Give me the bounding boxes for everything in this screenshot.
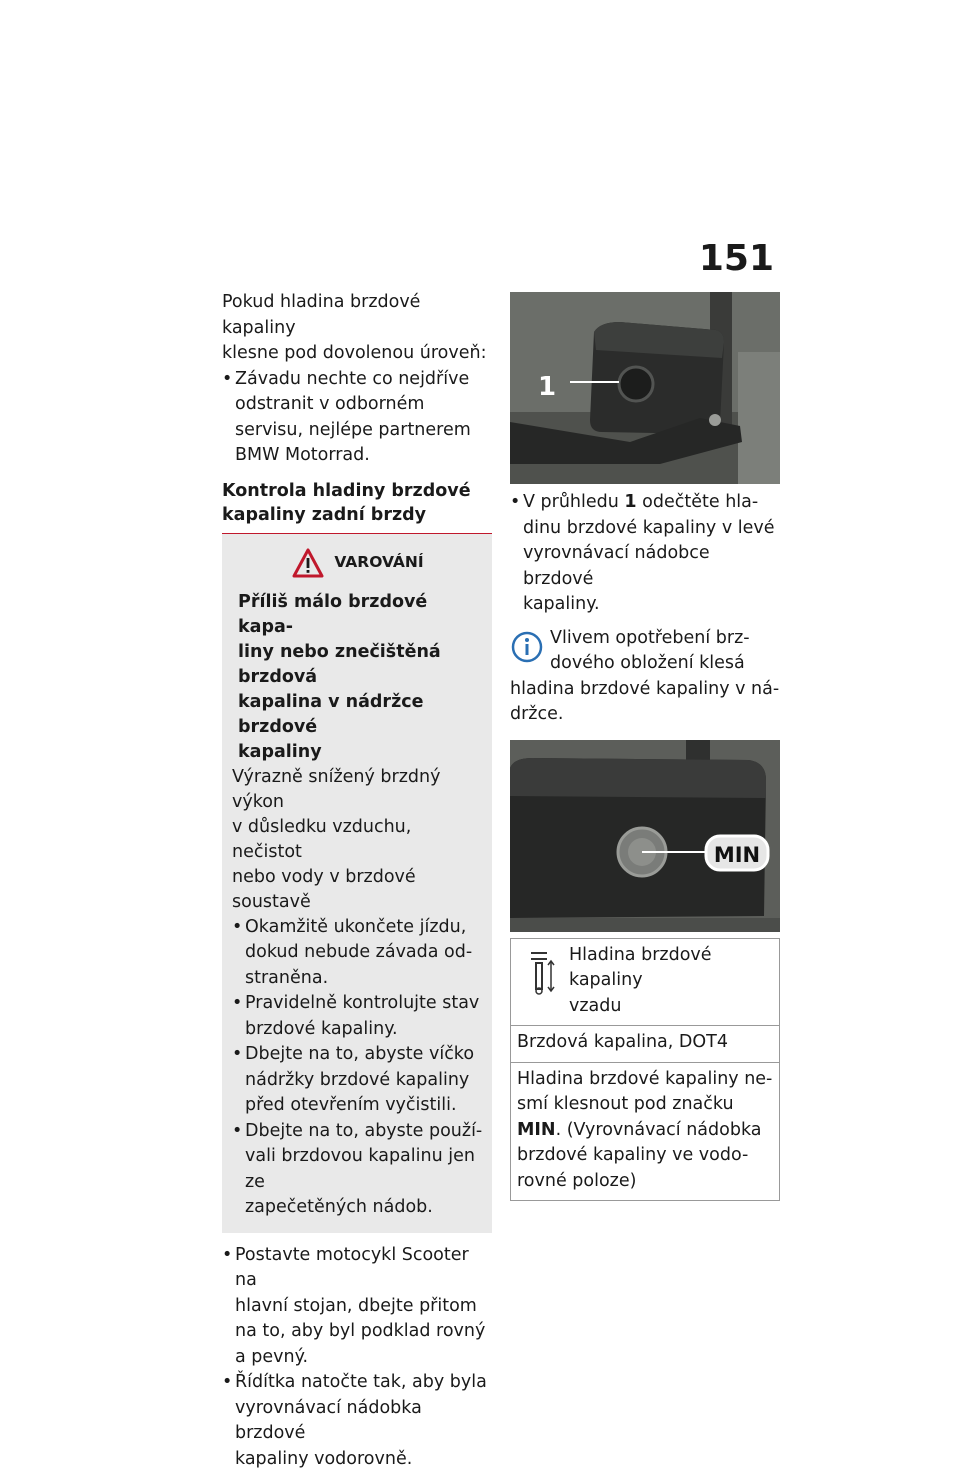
spec-fluid-type: Brzdová kapalina, DOT4 — [511, 1025, 779, 1062]
list-item: • Okamžitě ukončete jízdu, dokud nebude závada od- straněna. — [232, 915, 484, 992]
info-note: Vlivem opotřebení brz- dového obložení klesá hladina brzdové kapaliny v ná- držce. — [510, 626, 780, 728]
warning-triangle-icon — [292, 548, 324, 578]
spec-table-title: Hladina brzdové kapaliny vzadu — [569, 943, 773, 1020]
list-item: • Řídítka natočte tak, aby byla vyrovnávací nádobka brzdové kapaliny vodorovně. — [222, 1370, 492, 1472]
list-item: • Postavte motocykl Scooter na hlavní stojan, dbejte přitom na to, aby byl podklad rovný a pevný. — [222, 1243, 492, 1371]
reservoir-photo — [510, 292, 780, 484]
list-item: • Závadu nechte co nejdříve odstranit v odborném servisu, nejlépe partnerem BMW Motorrad. — [222, 367, 492, 469]
min-callout: MIN — [714, 843, 760, 867]
right-step-list — [510, 490, 780, 618]
spec-table-header — [511, 939, 779, 1026]
spec-table — [510, 938, 780, 1202]
warning-title: VAROVÁNÍ — [334, 550, 423, 576]
warning-consequence: Výrazně snížený brzdný výkon v důsledku vzduchu, nečistot nebo vody v brzdové soustavě — [232, 765, 484, 915]
callout-1: 1 — [538, 372, 556, 402]
warning-header — [232, 548, 484, 578]
warning-box — [222, 534, 492, 1233]
fluid-level-icon — [527, 947, 557, 995]
intro-bullet-list — [222, 367, 492, 469]
list-item: • V průhledu 1 odečtěte hla- dinu brzdové kapaliny v levé vyrovnávací nádobce brzdové kapaliny. — [510, 490, 780, 618]
right-column — [510, 292, 780, 1201]
info-icon — [510, 630, 544, 664]
list-item: • Dbejte na to, abyste víčko nádržky brzdové kapaliny před otevřením vyčistili. — [232, 1042, 484, 1119]
intro-text: Pokud hladina brzdové kapaliny klesne pod dovolenou úroveň: — [222, 290, 492, 367]
min-mark-photo — [510, 740, 780, 932]
page-number: 151 — [699, 238, 774, 279]
left-column — [222, 290, 492, 1472]
list-item: • Dbejte na to, abyste použí- vali brzdovou kapalinu jen ze zapečetěných nádob. — [232, 1119, 484, 1221]
procedure-steps — [222, 1243, 492, 1472]
warning-measures — [232, 915, 484, 1221]
list-item: • Pravidelně kontrolujte stav brzdové kapaliny. — [232, 991, 484, 1042]
section-heading: Kontrola hladiny brzdové kapaliny zadní brzdy — [222, 479, 492, 527]
warning-hazard: Příliš málo brzdové kapa- liny nebo znečištěná brzdová kapalina v nádržce brzdové kapaliny — [232, 590, 484, 765]
spec-level-rule: Hladina brzdové kapaliny ne- smí klesnout pod značku MIN. (Vyrovnávací nádobka brzdové kapaliny ve vodo- rovné poloze) — [511, 1062, 779, 1201]
